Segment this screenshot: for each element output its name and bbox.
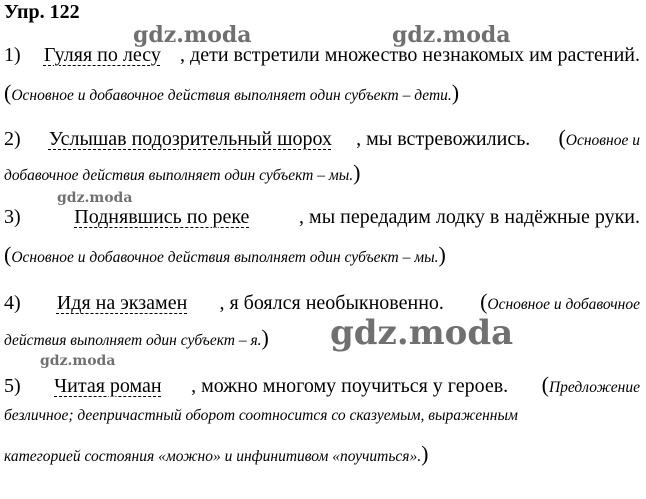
watermark-logo: gdz.moda xyxy=(392,22,511,48)
item-4-rest: , я боялся необыкновенно. xyxy=(219,292,444,314)
item-1-phrase: Гуляя по лесу xyxy=(43,44,161,66)
item-5-note-open: ( xyxy=(541,372,549,397)
item-3-rest: , мы передадим лодку в надёжные руки. xyxy=(299,206,640,228)
item-2-note-part2: добавочное действия выполняет один субъект – мы. xyxy=(4,167,354,184)
item-4-note-line xyxy=(4,325,640,351)
item-5-note-line-2 xyxy=(4,407,640,425)
watermark-logo: gdz.moda xyxy=(330,313,514,353)
item-1-note-close: ) xyxy=(451,80,460,105)
watermark-logo: gdz.moda xyxy=(133,22,252,48)
item-5-note-part2: безличное; деепричастный оборот соотносится со сказуемым, выраженным xyxy=(4,407,518,424)
item-1-note-line xyxy=(4,80,640,106)
item-5-note-close: ) xyxy=(421,441,429,466)
item-2-note-start xyxy=(558,125,640,151)
item-4-note-close: ) xyxy=(261,325,269,350)
item-5-note-part3: категорией состояния «можно» и инфинитивом «поучиться». xyxy=(4,448,422,465)
exercise-title: Упр. 122 xyxy=(4,1,80,23)
item-2-rest: , мы встревожились. xyxy=(356,128,531,150)
item-1-note-open: ( xyxy=(4,80,12,105)
item-4-phrase: Идя на экзамен xyxy=(56,292,188,314)
item-1-note: Основное и добавочное действия выполняет один субъект – дети. xyxy=(11,87,452,104)
item-5-note-start xyxy=(542,372,640,398)
item-3-note-open: ( xyxy=(4,242,12,267)
item-3-phrase: Поднявшись по реке xyxy=(74,206,250,228)
item-1-sentence xyxy=(4,44,640,67)
item-3-number: 3) xyxy=(4,206,21,228)
item-2-note-part1: Основное и xyxy=(565,132,640,149)
watermark-logo: gdz.moda xyxy=(40,353,116,369)
item-5-number: 5) xyxy=(4,375,21,397)
item-3-sentence xyxy=(4,206,640,229)
item-1-number: 1) xyxy=(4,44,21,66)
item-5-note-line-3 xyxy=(4,441,640,467)
item-2-phrase: Услышав подозрительный шорох xyxy=(48,128,332,150)
item-2-sentence xyxy=(4,125,640,151)
item-5-phrase: Читая роман xyxy=(54,375,162,397)
item-3-note-line xyxy=(4,242,640,268)
item-5-sentence xyxy=(4,372,640,398)
item-5-note-part1: Предложение xyxy=(548,379,640,396)
item-4-note-part1: Основное и добавочное xyxy=(487,296,640,313)
item-1-rest: , дети встретили множество незнакомых им растений. xyxy=(180,44,640,66)
item-4-note-open: ( xyxy=(480,289,488,314)
item-5-rest: , можно многому поучиться у героев. xyxy=(191,375,509,397)
watermark-logo: gdz.moda xyxy=(57,190,133,206)
item-3-note: Основное и добавочное действия выполняет один субъект – мы. xyxy=(11,249,439,266)
item-3-note-close: ) xyxy=(438,242,446,267)
item-2-note-line xyxy=(4,160,640,186)
item-4-note-start xyxy=(480,289,640,315)
item-2-number: 2) xyxy=(4,128,21,150)
item-4-sentence xyxy=(4,289,640,315)
item-2-note-close: ) xyxy=(353,160,361,185)
item-4-note-part2: действия выполняет один субъект – я. xyxy=(4,332,262,349)
item-2-note-open: ( xyxy=(558,125,566,150)
item-4-number: 4) xyxy=(4,292,21,314)
